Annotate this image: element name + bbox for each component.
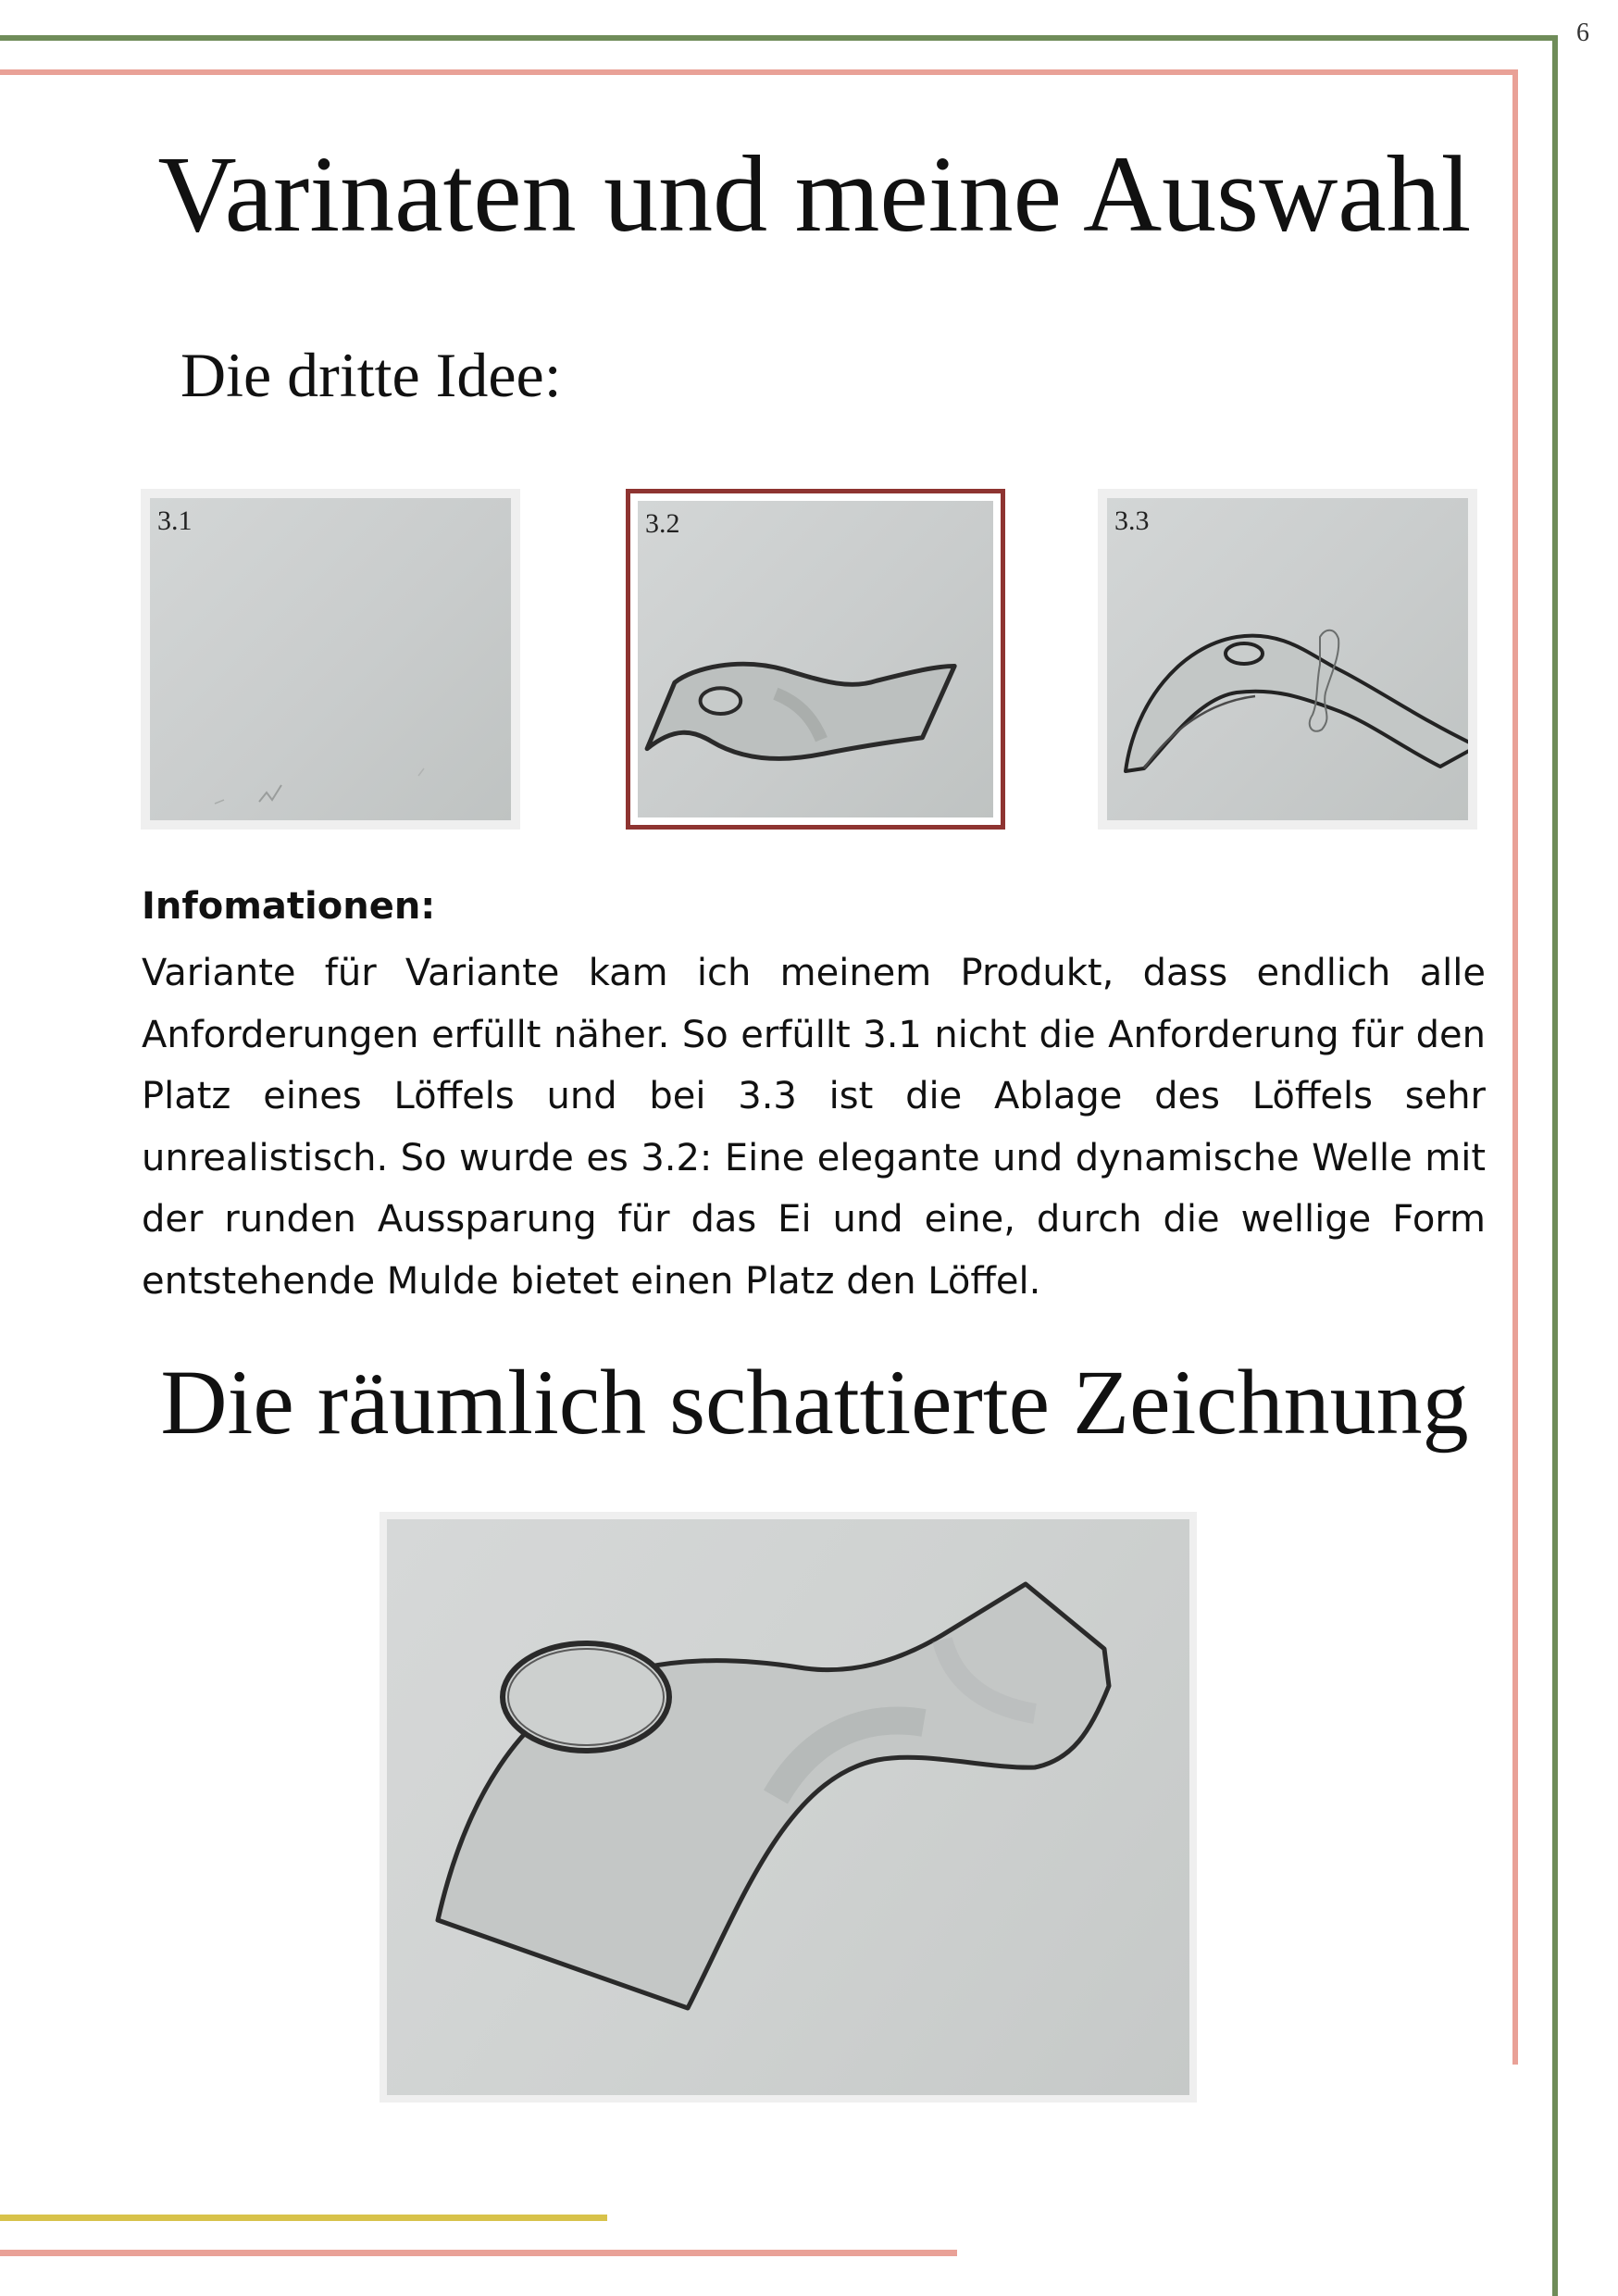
info-heading: Infomationen:	[142, 885, 436, 928]
frame-line-bottom-pink	[0, 2250, 957, 2256]
variant-label: 3.2	[645, 508, 680, 539]
frame-line-right-green	[1552, 35, 1558, 2296]
variant-3-2-photo	[626, 489, 1005, 830]
frame-line-top-pink	[0, 69, 1518, 75]
frame-line-right-pink	[1512, 69, 1518, 2065]
egg-holder-shaded-drawing	[387, 1519, 1189, 2095]
frame-line-top-green	[0, 35, 1558, 41]
variant-label: 3.1	[157, 505, 193, 536]
variant-3-1-photo	[141, 489, 520, 830]
section-title: Die räumlich schattierte Zeichnung	[160, 1351, 1469, 1454]
wave-sketch-drawing	[638, 501, 993, 817]
page-title: Varinaten und meine Auswahl	[157, 133, 1472, 255]
page-number: 6	[1576, 19, 1589, 47]
frame-line-bottom-yellow	[0, 2215, 607, 2221]
idea-subtitle: Die dritte Idee:	[180, 340, 562, 410]
info-paragraph: Variante für Variante kam ich meinem Produkt, dass endlich alle Anforderungen erfüllt näher. So erfüllt 3.1 nicht die Anforderung für den Platz eines Löffels und bei 3.3 ist die Ablage des Löffels sehr unrealistisch. So wurde es 3.2: Eine elegante und dynamische Welle mit der runden Aussparung für das Ei und eine, durch die wellige Form entstehende Mulde bietet einen Platz den Löffel.	[142, 952, 1486, 1303]
shaded-drawing-photo	[380, 1512, 1197, 2103]
faint-pencil-marks	[150, 498, 511, 820]
variant-3-3-photo	[1098, 489, 1477, 830]
variant-label: 3.3	[1114, 505, 1150, 536]
arch-sketch-drawing	[1107, 498, 1468, 820]
